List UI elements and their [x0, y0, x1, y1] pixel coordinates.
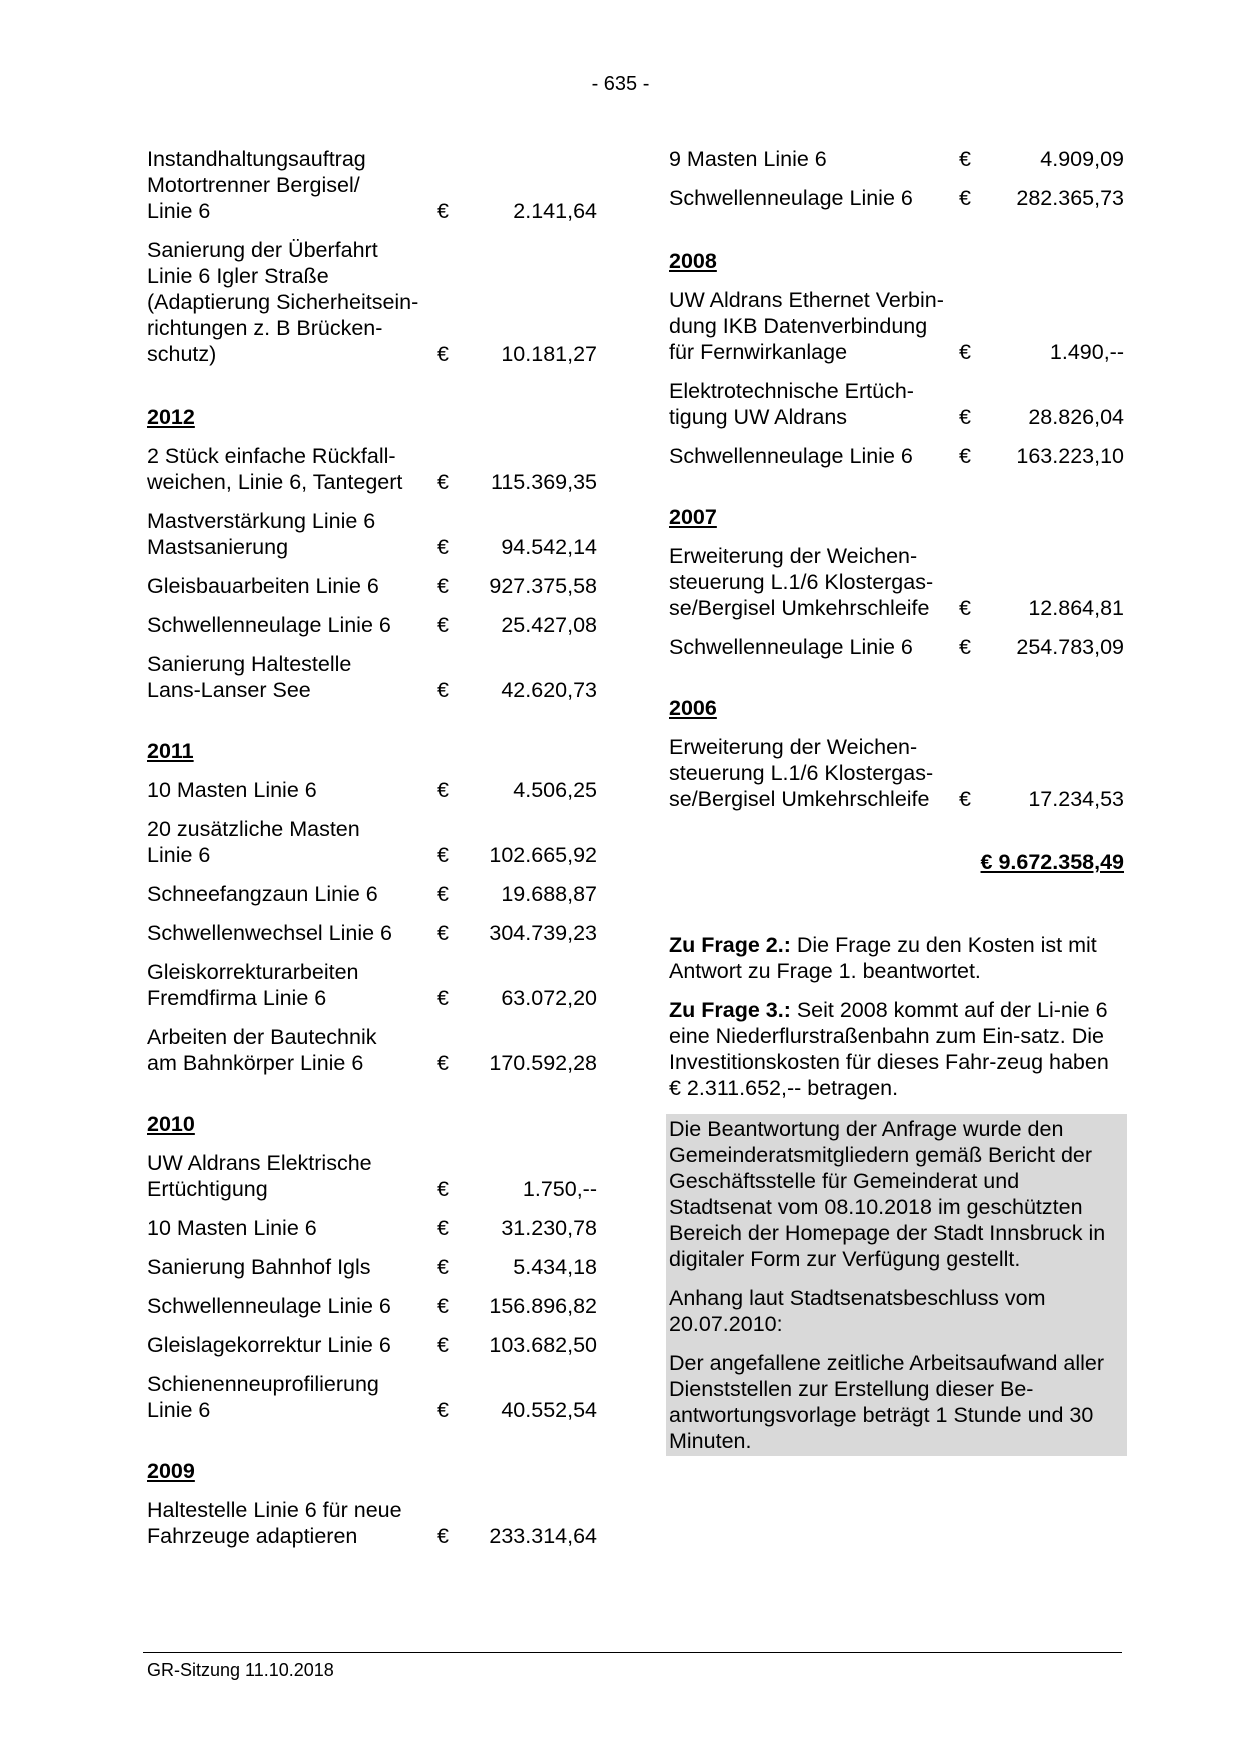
item-amount: 304.739,23: [489, 921, 597, 945]
item-description: Schwellenneulage Linie 6: [147, 1294, 391, 1318]
currency-symbol: €: [437, 1051, 449, 1075]
cost-item: [147, 1293, 597, 1319]
footer-divider: [143, 1652, 1122, 1653]
item-amount: 5.434,18: [513, 1255, 597, 1279]
item-description: Gleislagekorrektur Linie 6: [147, 1333, 391, 1357]
currency-symbol: €: [437, 574, 449, 598]
item-description: 20 zusätzliche Masten Linie 6: [147, 817, 360, 867]
currency-symbol: €: [959, 635, 971, 659]
item-description: Schwellenneulage Linie 6: [669, 444, 913, 468]
currency-symbol: €: [437, 678, 449, 702]
item-amount: 28.826,04: [1028, 405, 1124, 429]
item-amount: 103.682,50: [489, 1333, 597, 1357]
year-heading-2011: 2011: [147, 739, 194, 763]
cost-item: [147, 959, 597, 1011]
item-amount: 4.506,25: [513, 778, 597, 802]
currency-symbol: €: [437, 470, 449, 494]
currency-symbol: €: [437, 535, 449, 559]
currency-symbol: €: [437, 882, 449, 906]
right-column: [669, 146, 1124, 1456]
footer-text: GR-Sitzung 11.10.2018: [147, 1660, 334, 1680]
year-heading-2008: 2008: [669, 249, 717, 273]
item-description: 2 Stück einfache Rückfall- weichen, Linie 6, Tantegert: [147, 444, 403, 494]
cost-item: [669, 146, 1124, 172]
page-number: - 635 -: [591, 73, 650, 95]
item-description: Erweiterung der Weichen- steuerung L.1/6 Klostergas- se/Bergisel Umkehrschleife: [669, 735, 934, 811]
item-amount: 927.375,58: [489, 574, 597, 598]
item-amount: 63.072,20: [501, 986, 597, 1010]
currency-symbol: €: [437, 1255, 449, 1279]
currency-symbol: €: [959, 787, 971, 811]
year-heading-2010: 2010: [147, 1112, 195, 1136]
item-description: Schwellenwechsel Linie 6: [147, 921, 393, 945]
item-description: 10 Masten Linie 6: [147, 1216, 317, 1240]
currency-symbol: €: [437, 1333, 449, 1357]
currency-symbol: €: [959, 186, 971, 210]
info-paragraph: Der angefallene zeitliche Arbeitsaufwand aller Dienststellen zur Erstellung dieser Be-antwortungsvorlage beträgt 1 Stunde und 30 Minuten.: [669, 1351, 1105, 1453]
question-2-label: Zu Frage 2.:: [669, 933, 791, 957]
item-amount: 233.314,64: [489, 1524, 597, 1548]
currency-symbol: €: [959, 444, 971, 468]
answer-question-2: [669, 932, 1124, 984]
item-amount: 254.783,09: [1016, 635, 1124, 659]
item-description: Arbeiten der Bautechnik am Bahnkörper Linie 6: [147, 1025, 377, 1075]
item-amount: 1.750,--: [522, 1177, 597, 1201]
cost-item: [669, 185, 1124, 211]
cost-item: [669, 443, 1124, 469]
item-amount: 282.365,73: [1016, 186, 1124, 210]
cost-item: [669, 543, 1124, 621]
currency-symbol: €: [437, 921, 449, 945]
item-description: Sanierung Bahnhof Igls: [147, 1255, 371, 1279]
info-paragraph: Die Beantwortung der Anfrage wurde den Gemeinderatsmitgliedern gemäß Bericht der Geschäftsstelle für Gemeinderat und Stadtsenat vom 08.10.2018 im geschützten Bereich der Homepage der Stadt Innsbruck in digitaler Form zur Verfügung gestellt.: [669, 1117, 1106, 1271]
currency-symbol: €: [437, 342, 449, 366]
item-amount: 19.688,87: [501, 882, 597, 906]
cost-item: [147, 573, 597, 599]
year-heading-2007: 2007: [669, 505, 717, 529]
item-amount: 17.234,53: [1028, 787, 1124, 811]
item-amount: 40.552,54: [501, 1398, 597, 1422]
cost-item: [147, 237, 597, 367]
currency-symbol: €: [959, 405, 971, 429]
cost-item: [147, 1254, 597, 1280]
cost-item: [147, 443, 597, 495]
currency-symbol: €: [437, 1216, 449, 1240]
cost-item: [147, 777, 597, 803]
cost-item: [147, 1371, 597, 1423]
item-description: Schwellenneulage Linie 6: [147, 613, 391, 637]
currency-symbol: €: [959, 147, 971, 171]
item-amount: 102.665,92: [489, 843, 597, 867]
item-description: Erweiterung der Weichen- steuerung L.1/6 Klostergas- se/Bergisel Umkehrschleife: [669, 544, 934, 620]
currency-symbol: €: [437, 986, 449, 1010]
cost-item: [669, 287, 1124, 365]
item-amount: 163.223,10: [1016, 444, 1124, 468]
item-amount: 1.490,--: [1049, 340, 1124, 364]
item-description: UW Aldrans Ethernet Verbin- dung IKB Datenverbindung für Fernwirkanlage: [669, 288, 944, 364]
cost-item: [147, 1332, 597, 1358]
currency-symbol: €: [437, 843, 449, 867]
item-description: 9 Masten Linie 6: [669, 147, 827, 171]
cost-item: [147, 612, 597, 638]
currency-symbol: €: [437, 613, 449, 637]
item-amount: 170.592,28: [489, 1051, 597, 1075]
answer-question-3: [669, 997, 1124, 1101]
item-amount: 10.181,27: [501, 342, 597, 366]
currency-symbol: €: [437, 1524, 449, 1548]
item-description: Schneefangzaun Linie 6: [147, 882, 378, 906]
cost-item: [669, 734, 1124, 812]
currency-symbol: €: [959, 340, 971, 364]
cost-item: [147, 1497, 597, 1549]
item-amount: 4.909,09: [1040, 147, 1124, 171]
item-description: Haltestelle Linie 6 für neue Fahrzeuge adaptieren: [147, 1498, 402, 1548]
currency-symbol: €: [437, 1177, 449, 1201]
item-amount: 156.896,82: [489, 1294, 597, 1318]
item-description: Schwellenneulage Linie 6: [669, 635, 913, 659]
item-description: Mastverstärkung Linie 6 Mastsanierung: [147, 509, 376, 559]
item-description: Sanierung der Überfahrt Linie 6 Igler Straße (Adaptierung Sicherheitsein- richtungen z. B Brücken- schutz): [147, 238, 419, 366]
currency-symbol: €: [959, 596, 971, 620]
question-2-text: Die Frage zu den Kosten ist mit Antwort zu Frage 1. beantwortet.: [669, 933, 1097, 983]
item-description: Gleisbauarbeiten Linie 6: [147, 574, 379, 598]
cost-item: [147, 816, 597, 868]
item-amount: 94.542,14: [501, 535, 597, 559]
item-description: Elektrotechnische Ertüch- tigung UW Aldrans: [669, 379, 914, 429]
item-description: 10 Masten Linie 6: [147, 778, 317, 802]
cost-item: [147, 1150, 597, 1202]
cost-item: [147, 920, 597, 946]
grand-total: € 9.672.358,49: [980, 850, 1124, 874]
cost-item: [147, 881, 597, 907]
currency-symbol: €: [437, 1294, 449, 1318]
item-amount: 2.141,64: [513, 199, 597, 223]
year-heading-2012: 2012: [147, 405, 195, 429]
item-amount: 115.369,35: [490, 470, 597, 494]
info-paragraph: Anhang laut Stadtsenatsbeschluss vom 20.07.2010:: [669, 1286, 1046, 1336]
currency-symbol: €: [437, 1398, 449, 1422]
item-description: Gleiskorrekturarbeiten Fremdfirma Linie 6: [147, 960, 359, 1010]
cost-item: [147, 1024, 597, 1076]
item-description: UW Aldrans Elektrische Ertüchtigung: [147, 1151, 372, 1201]
item-description: Sanierung Haltestelle Lans-Lanser See: [147, 652, 352, 702]
item-description: Schwellenneulage Linie 6: [669, 186, 913, 210]
item-description: Instandhaltungsauftrag Motortrenner Bergisel/ Linie 6: [147, 147, 366, 223]
question-3-label: Zu Frage 3.:: [669, 998, 791, 1022]
cost-item: [669, 378, 1124, 430]
item-amount: 25.427,08: [501, 613, 597, 637]
currency-symbol: €: [437, 778, 449, 802]
item-amount: 12.864,81: [1028, 596, 1124, 620]
cost-item: [147, 508, 597, 560]
info-box: [666, 1114, 1127, 1456]
cost-item: [147, 1215, 597, 1241]
item-amount: 31.230,78: [501, 1216, 597, 1240]
item-description: Schienenneuprofilierung Linie 6: [147, 1372, 379, 1422]
left-column: [147, 146, 597, 1562]
cost-item: [669, 634, 1124, 660]
year-heading-2006: 2006: [669, 696, 717, 720]
year-heading-2009: 2009: [147, 1459, 195, 1483]
cost-item: [147, 651, 597, 703]
currency-symbol: €: [437, 199, 449, 223]
question-3-text: Seit 2008 kommt auf der Li-nie 6 eine Niederflurstraßenbahn zum Ein-satz. Die Investitionskosten für dieses Fahr-zeug haben € 2.311.652,-- betragen.: [669, 998, 1109, 1100]
item-amount: 42.620,73: [501, 678, 597, 702]
cost-item: [147, 146, 597, 224]
